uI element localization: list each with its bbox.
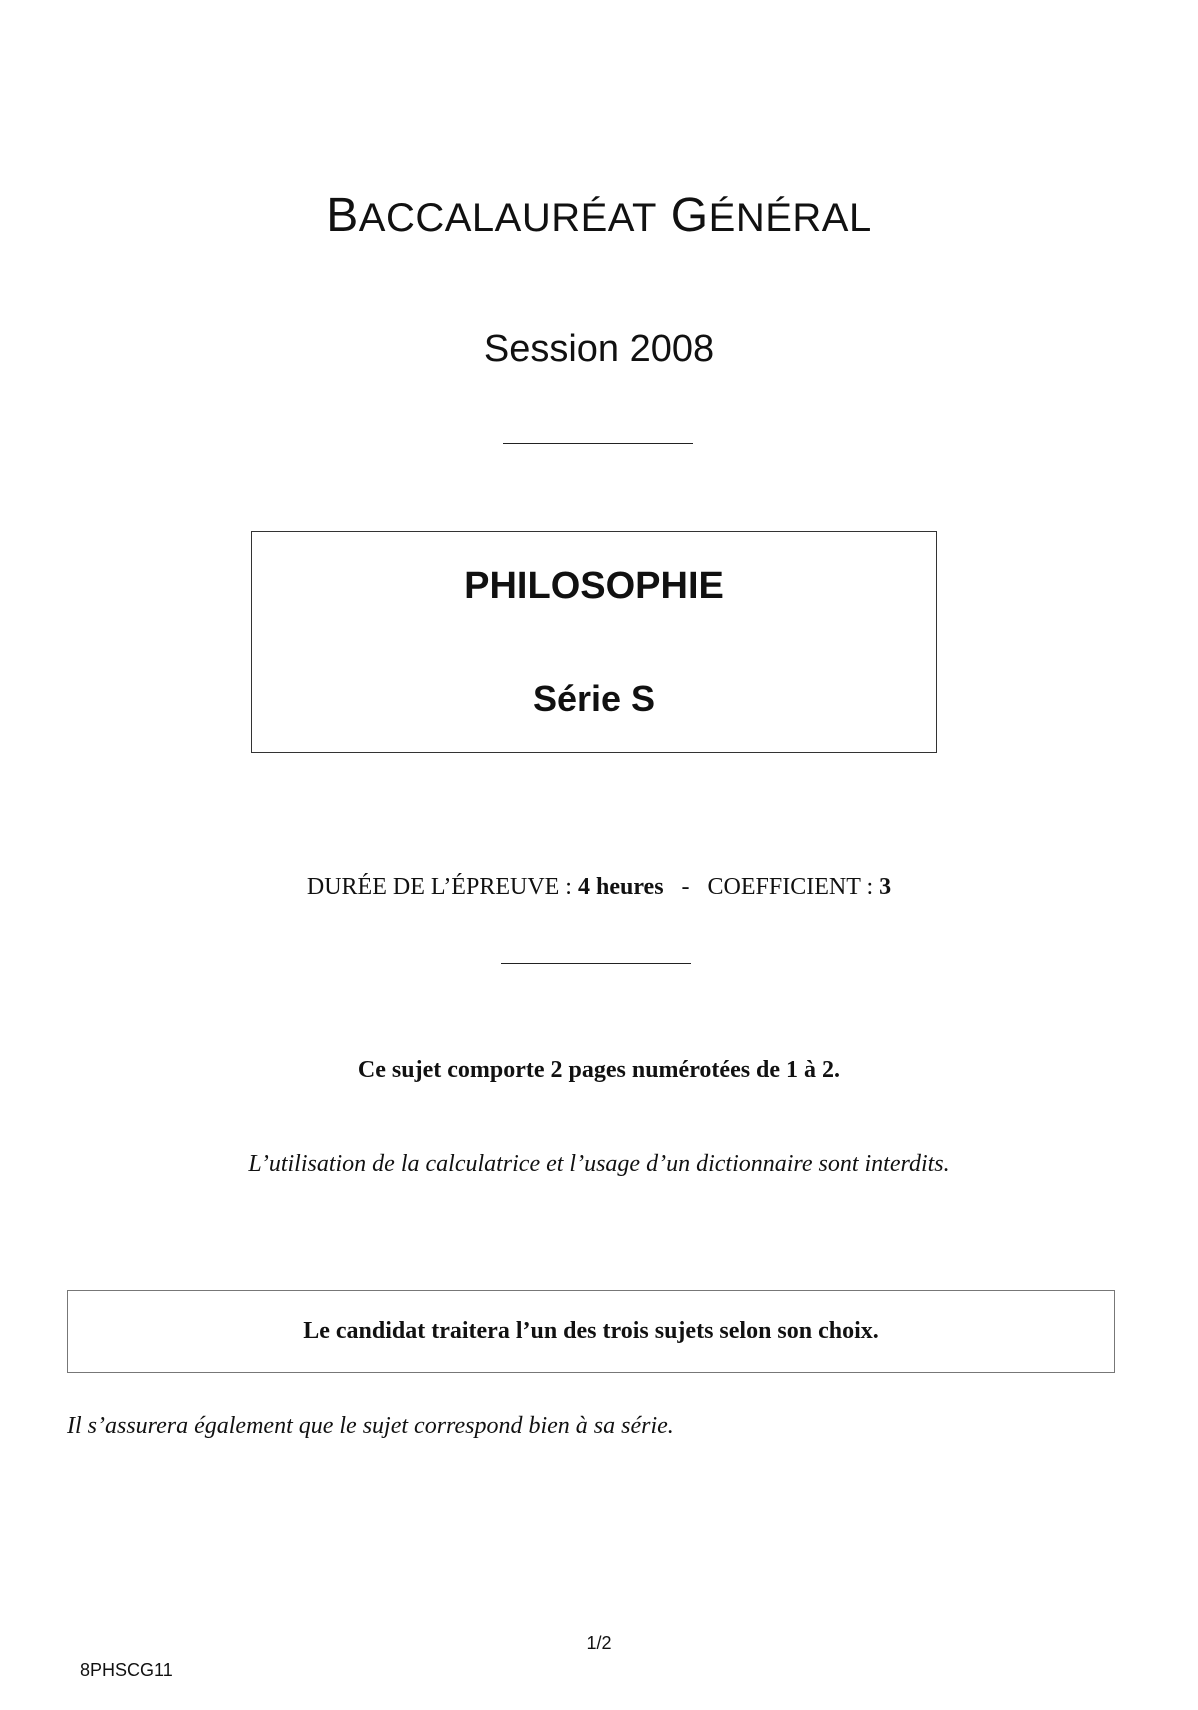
title-initial-g: G (670, 189, 709, 242)
choice-box (67, 1290, 1115, 1373)
tools-note: L’utilisation de la calculatrice et l’usage d’un dictionnaire sont interdits. (248, 1151, 950, 1177)
divider-top (503, 443, 693, 444)
title-initial-b: B (326, 189, 359, 242)
title-word-general: ÉNÉRAL (708, 196, 872, 240)
page-number: 1/2 (586, 1633, 612, 1653)
pages-note: Ce sujet comporte 2 pages numérotées de 1 à 2. (357, 1057, 841, 1083)
title-word-baccalaureat: ACCALAURÉAT (358, 196, 657, 240)
subject-box (251, 531, 937, 753)
duration-label: DURÉE DE L’ÉPREUVE : (306, 874, 578, 900)
choice-instruction: Le candidat traitera l’un des trois sujets selon son choix. (303, 1318, 879, 1344)
coefficient-value: 3 (879, 874, 892, 900)
session-year: Session 2008 (483, 328, 715, 370)
main-title (0, 188, 1198, 246)
exam-info-line (0, 872, 1198, 902)
coefficient-label: COEFFICIENT : (707, 874, 880, 900)
info-separator: - (663, 874, 708, 900)
series-check-note: Il s’assurera également que le sujet correspond bien à sa série. (67, 1413, 674, 1439)
subject-series: Série S (532, 678, 656, 719)
document-code: 8PHSCG11 (80, 1660, 173, 1680)
duration-value: 4 heures (577, 874, 664, 900)
subject-title: PHILOSOPHIE (464, 565, 724, 607)
divider-middle (501, 963, 691, 964)
